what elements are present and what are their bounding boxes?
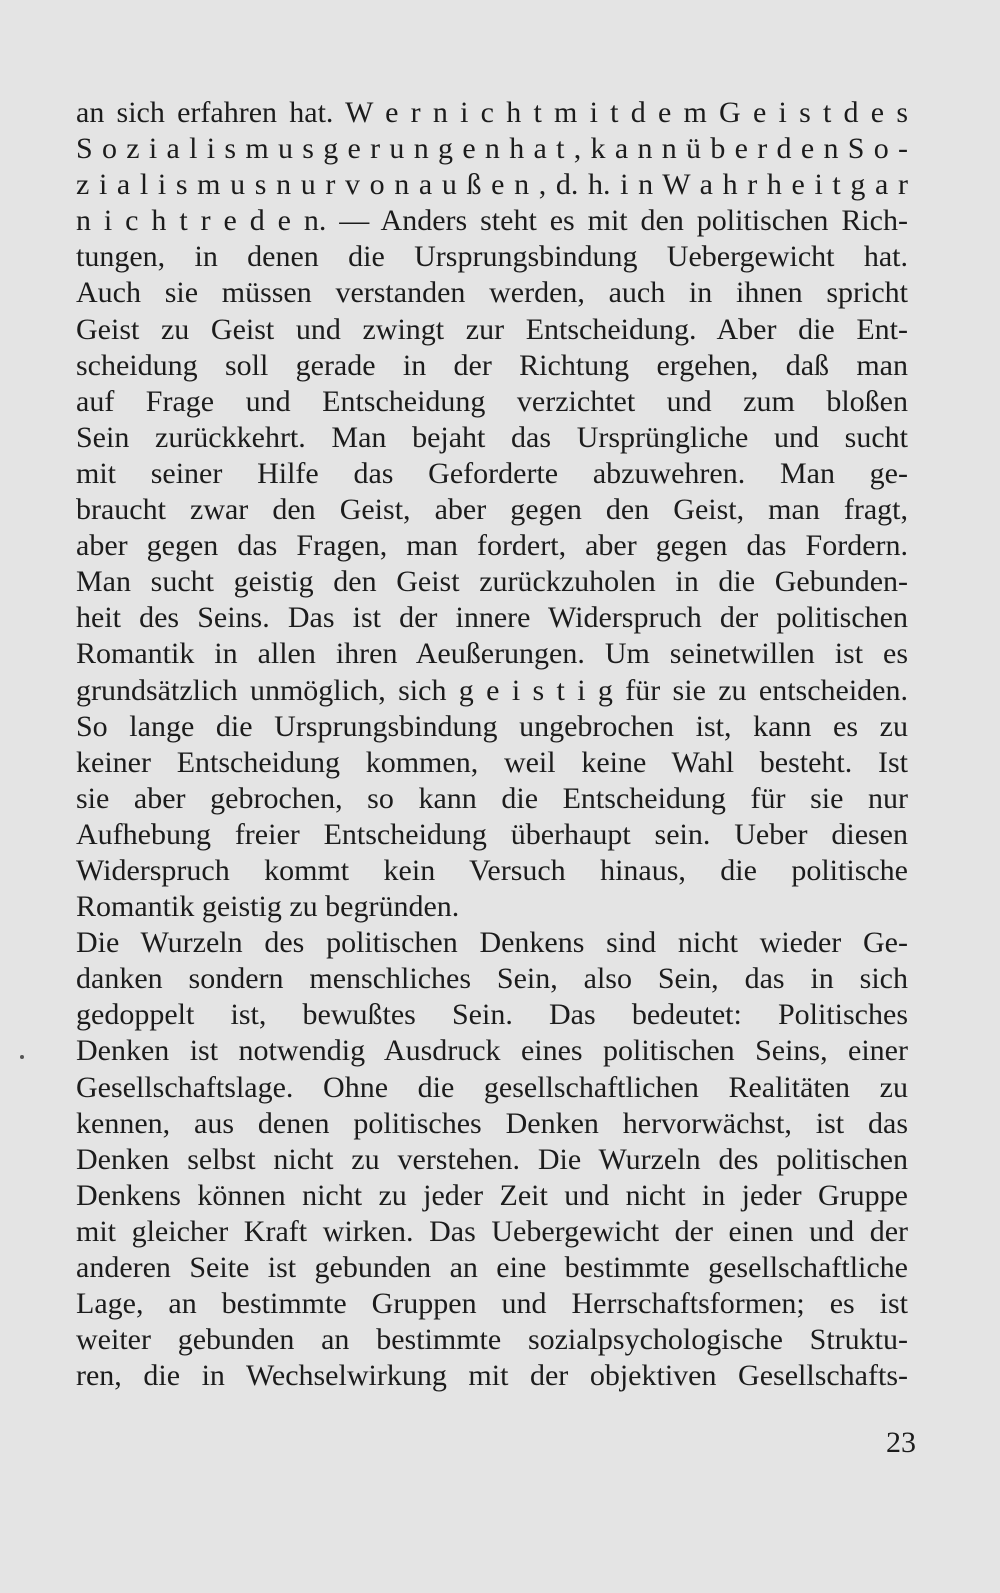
text-line: Man sucht geistig den Geist zurückzuholen in die Gebunden- xyxy=(76,565,908,599)
text-line: braucht zwar den Geist, aber gegen den Geist, man fragt, xyxy=(76,493,908,527)
text-line: auf Frage und Entscheidung verzichtet und zum bloßen xyxy=(76,384,908,418)
text-line: anderen Seite ist gebunden an eine bestimmte gesellschaftliche xyxy=(76,1251,908,1284)
text-line: grundsätzlich unmöglich, sich g e i s t i g für sie zu entscheiden. xyxy=(76,673,908,707)
text-line: Denkens können nicht zu jeder Zeit und nicht in jeder Gruppe xyxy=(76,1178,908,1212)
text-line: Die Wurzeln des politischen Denkens sind nicht wieder Ge- xyxy=(76,926,908,960)
text-line: Lage, an bestimmte Gruppen und Herrschaftsformen; es ist xyxy=(76,1287,908,1321)
text-line: n i c h t r e d e n. — Anders steht es mit den politischen Rich- xyxy=(76,204,908,238)
text-line: gedoppelt ist, bewußtes Sein. Das bedeutet: Politisches xyxy=(76,998,908,1032)
text-line: Widerspruch kommt kein Versuch hinaus, die politische xyxy=(76,853,908,887)
text-line: aber gegen das Fragen, man fordert, aber gegen das Fordern. xyxy=(76,529,908,563)
text-line: Romantik in allen ihren Aeußerungen. Um seinetwillen ist es xyxy=(76,637,908,671)
text-line: sie aber gebrochen, so kann die Entscheidung für sie nur xyxy=(76,781,908,815)
text-line: scheidung soll gerade in der Richtung ergehen, daß man xyxy=(76,348,908,382)
text-line: Romantik geistig zu begründen. xyxy=(76,890,460,924)
text-line: heit des Seins. Das ist der innere Widerspruch der politischen xyxy=(76,601,908,635)
text-line: tungen, in denen die Ursprungsbindung Uebergewicht hat. xyxy=(76,240,908,274)
page-number: 23 xyxy=(886,1426,916,1459)
text-line: Sein zurückkehrt. Man bejaht das Ursprüngliche und sucht xyxy=(76,420,908,454)
paper-speck xyxy=(20,1055,24,1059)
text-line: kennen, aus denen politisches Denken hervorwächst, ist das xyxy=(76,1106,908,1140)
text-line: Gesellschaftslage. Ohne die gesellschaftlichen Realitäten zu xyxy=(76,1070,908,1104)
text-line: an sich erfahren hat. W e r n i c h t m i t d e m G e i s t d e s xyxy=(76,96,908,129)
text-line: weiter gebunden an bestimmte sozialpsychologische Struktu- xyxy=(76,1323,908,1357)
text-line: z i a l i s m u s n u r v o n a u ß e n , d. h. i n W a h r h e i t g a r xyxy=(76,168,908,202)
text-line: Geist zu Geist und zwingt zur Entscheidung. Aber die Ent- xyxy=(76,312,908,346)
text-line: ren, die in Wechselwirkung mit der objektiven Gesellschafts- xyxy=(76,1359,908,1393)
text-line: Denken selbst nicht zu verstehen. Die Wurzeln des politischen xyxy=(76,1142,908,1176)
text-line: mit gleicher Kraft wirken. Das Uebergewicht der einen und der xyxy=(76,1214,908,1248)
body-text xyxy=(76,95,908,1394)
text-line: danken sondern menschliches Sein, also Sein, das in sich xyxy=(76,962,908,996)
text-line: Denken ist notwendig Ausdruck eines politischen Seins, einer xyxy=(76,1034,908,1068)
text-line: S o z i a l i s m u s g e r u n g e n h a t , k a n n ü b e r d e n S o - xyxy=(76,132,908,166)
text-line: Aufhebung freier Entscheidung überhaupt sein. Ueber diesen xyxy=(76,817,908,851)
text-line: So lange die Ursprungsbindung ungebrochen ist, kann es zu xyxy=(76,709,908,743)
text-line: Auch sie müssen verstanden werden, auch in ihnen spricht xyxy=(76,276,908,310)
text-line: mit seiner Hilfe das Geforderte abzuwehren. Man ge- xyxy=(76,456,908,490)
text-line: keiner Entscheidung kommen, weil keine Wahl besteht. Ist xyxy=(76,745,908,779)
